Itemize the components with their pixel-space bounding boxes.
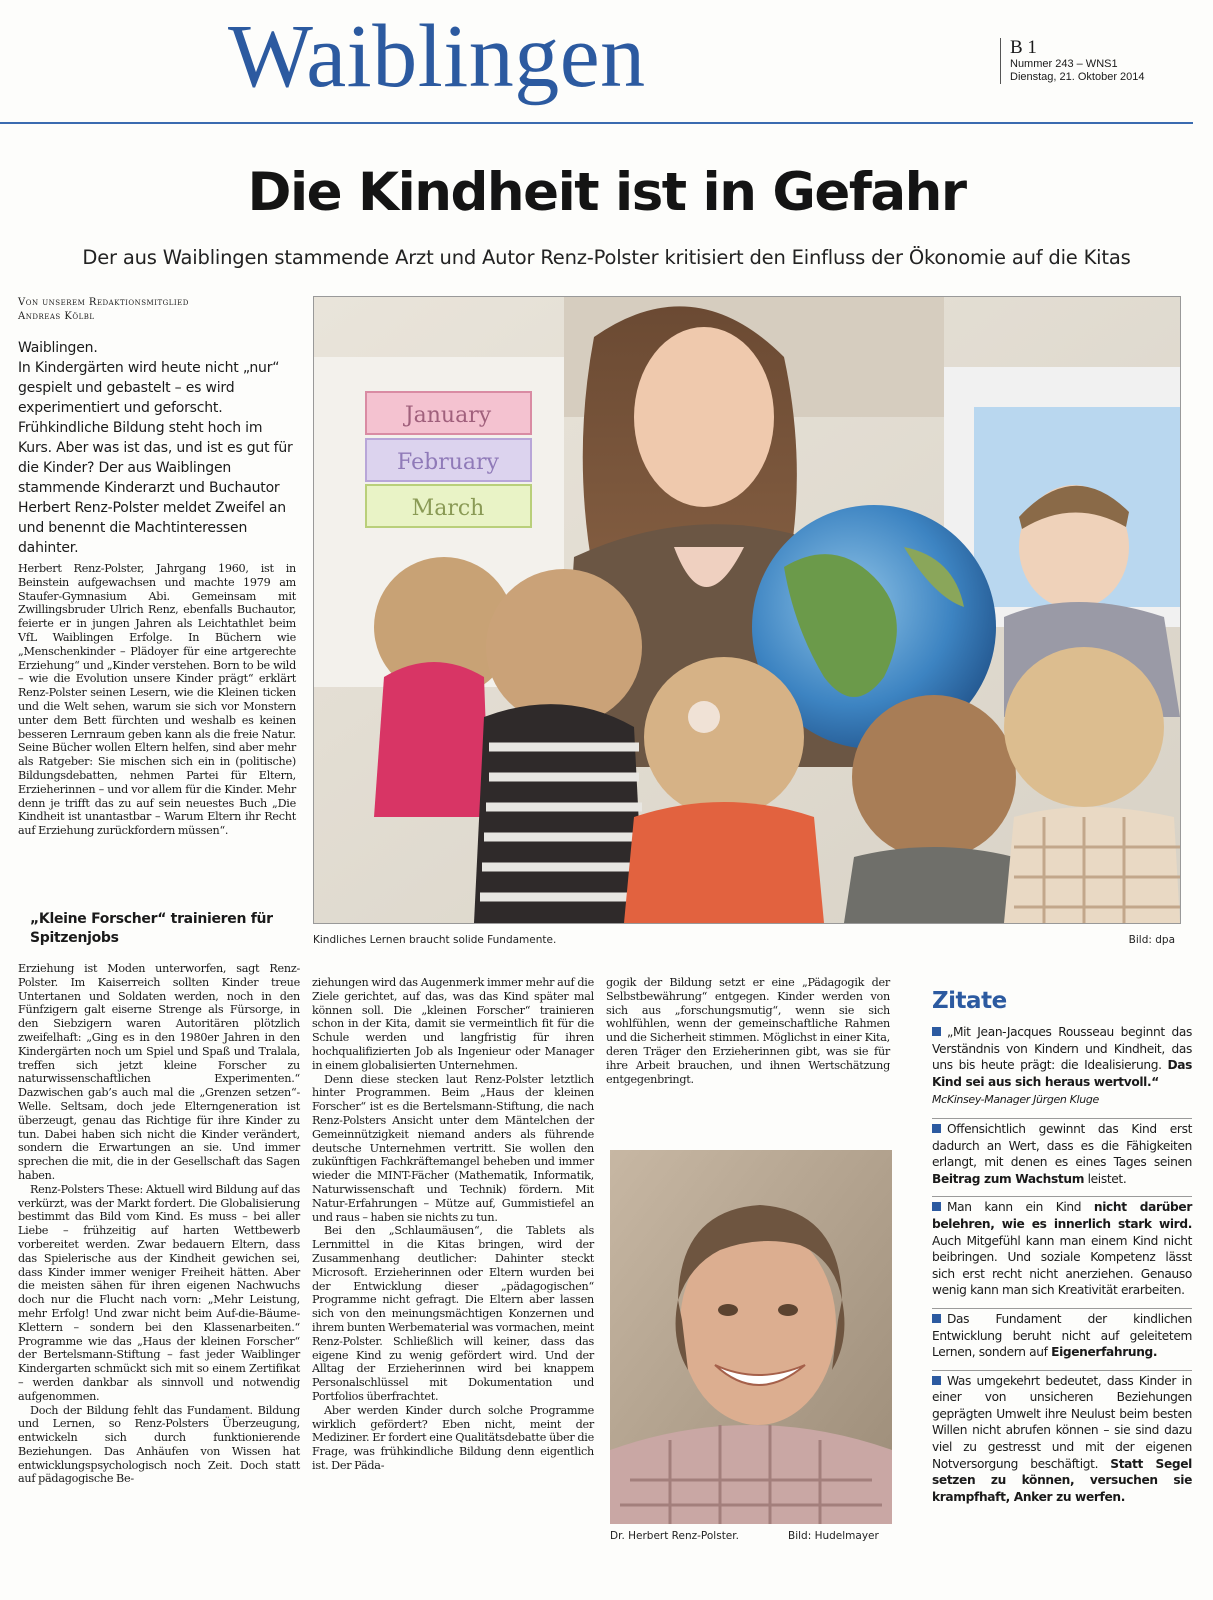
quotes-list <box>932 1022 1192 1514</box>
article-column-1 <box>18 962 300 1486</box>
main-photo <box>313 296 1181 924</box>
portrait-photo <box>610 1150 892 1524</box>
paragraph: Denn diese stecken laut Renz-Polster letztlich hinter Programmen. Beim „Haus der kleinen Forscher“ ist es die Bertelsmann-Stiftung, die nach Renz-Polsters Ansicht unter dem Mäntelchen der Gemeinnützigkeit niemand anders als führende deutsche Unternehmen vertritt. Sie wollen den zukünftigen Fachkräftemangel beheben und immer wieder die MINT-Fächer (Mathematik, Informatik, Naturwissenschaft und Technik) fördern. Mit Natur-Erfahrungen – Mütze auf, Gummistiefel an und raus – haben sie nichts zu tun. <box>312 1072 594 1224</box>
quote-text-after: Auch Mitgefühl kann man einem Kind nicht beibringen. Und soziale Kompetenz lässt sich erst recht nicht anerziehen. Genauso wenig kann man sich Kreativität erarbeiten. <box>932 1233 1192 1298</box>
quote-text-after: leistet. <box>1087 1171 1127 1186</box>
quotes-title: Zitate <box>932 988 1007 1014</box>
quote-text: „Mit Jean-Jacques Rousseau beginnt das Verständnis von Kindern und Kindheit, das uns bis heute prägt: die Idealisierung. <box>932 1025 1192 1073</box>
quote-emphasis: Das Kind sei aus sich heraus wertvoll.“ <box>932 1058 1192 1089</box>
paragraph: ziehungen wird das Augenmerk immer mehr auf die Ziele gerichtet, auf das, was das Kind später mal können soll. Die „kleinen Forscher“ trainieren schon in der Kita, damit sie vermeintlich fit für die Schule werden und langfristig für ihren hochqualifizierten Job als Ingenieur oder Manager in einem globalisierten Unternehmen. <box>312 976 594 1072</box>
article-headline: Die Kindheit ist in Gefahr <box>247 162 966 223</box>
quote-item <box>932 1022 1192 1109</box>
paragraph: Renz-Polsters These: Aktuell wird Bildung auf das verkürzt, was der Markt fordert. Die Globalisierung bestimmt das Bild vom Kind. Es muss – bei aller Liebe – frühzeitig auf harten Wettbewerb vorbereitet werden. Zwar bedauern Eltern, dass das Spielerische aus der Kindheit gewichen sei, dass Kinder immer weniger Freiheit hätten. Aber die meisten sähen für ihren eigenen Nachwuchs doch nur die Flucht nach vorn: „Mehr Leistung, mehr Erfolg! Und zwar nicht beim Auf-die-Bäume-Klettern – sondern bei den Klassenarbeiten.“ Programme wie das „Haus der kleinen Forscher“ der Bertelsmann-Stiftung – fast jeder Waiblinger Kindergarten schmückt sich mit so einem Zertifikat – werden dankbar als sinnvoll und notwendig aufgenommen. <box>18 1182 300 1403</box>
quote-text: Man kann ein Kind <box>947 1200 1082 1215</box>
quote-item <box>932 1308 1192 1361</box>
quote-item <box>932 1196 1192 1299</box>
portrait-caption: Dr. Herbert Renz-Polster. <box>610 1530 739 1542</box>
article-subhead: Der aus Waiblingen stammende Arzt und Autor Renz-Polster kritisiert den Einfluss der Ökonomie auf die Kitas <box>82 246 1131 269</box>
bullet-square-icon <box>932 1314 941 1323</box>
portrait-illustration <box>610 1150 892 1524</box>
newspaper-masthead: Waiblingen <box>228 7 646 106</box>
classroom-photo-illustration <box>314 297 1180 923</box>
issue-date: Dienstag, 21. Oktober 2014 <box>1010 71 1145 83</box>
page-info <box>1000 38 1145 84</box>
paragraph: Aber werden Kinder durch solche Programme wirklich gefördert? Eben nicht, meint der Mediziner. Er fordert eine Qualitätsdebatte über die Frage, was frühkindliche Bildung denn eigentlich ist. Der Päda- <box>312 1403 594 1472</box>
intro-text: Herbert Renz-Polster, Jahrgang 1960, ist in Beinstein aufgewachsen und machte 1979 am Staufer-Gymnasium Abi. Gemeinsam mit Zwillingsbruder Ulrich Renz, ebenfalls Buchautor, feierte er in jungen Jahren als Leichtathlet beim VfL Waiblingen Erfolge. In Büchern wie „Menschenkinder – Plädoyer für eine artgerechte Erziehung“ und „Kinder verstehen. Born to be wild – wie die Evolution unsere Kinder prägt“ erklärt Renz-Polster seinen Lesern, wie die Kleinen ticken und die Welt sehen, warum sie sich vor Monstern unter dem Bett fürchten und weshalb es keinen besseren Lernraum geben kann als die freie Natur. Seine Bücher wollen Eltern helfen, sind aber mehr als Ratgeber: Sie mischen sich ein in (politische) Bildungsdebatten, nehmen Partei für Eltern, Erzieherinnen – und vor allem für die Kinder. Mehr denn je trifft das zu auf sein neuestes Buch „Die Kindheit ist unantastbar – Warum Eltern ihr Recht auf Erziehung zurückfordern müssen“. <box>18 562 296 838</box>
paragraph: Erziehung ist Moden unterworfen, sagt Renz-Polster. Im Kaiserreich sollten Kinder treue Untertanen und Soldaten werden, noch in den Fünfzigern galt eiserne Strenge als Fürsorge, in den Siebzigern waren Autoritären plötzlich zweifelhaft: „Ging es in den 1980er Jahren in den Kindergärten noch um Spiel und Spaß und Tralala, treffen sich jetzt kleine Forscher zu naturwissenschaftlichen Experimenten.“ Dazwischen gab’s auch mal die „Grenzen setzen“-Welle. Seltsam, doch jede Elterngeneration ist überzeugt, genau das Richtige für ihre Kinder zu tun. Dabei haben sich nicht die Kinder verändert, sondern die Erwartungen an sie. Und immer sprechen die mit, die in der Gesellschaft das Sagen haben. <box>18 962 300 1182</box>
quote-text: Was umgekehrt bedeutet, dass Kinder in einer von unsicheren Beziehungen geprägten Umwelt ihre Neulust beim besten Willen nicht abrufen können – sie sind dazu viel zu gestresst und mit der eigenen Notversorgung beschäftigt. <box>932 1373 1192 1471</box>
page-number: B 1 <box>1010 37 1037 58</box>
photo-credit: Bild: dpa <box>1128 934 1175 946</box>
byline-author: Andreas Kölbl <box>18 311 95 322</box>
quote-author: McKinsey-Manager Jürgen Kluge <box>932 1093 1099 1107</box>
bullet-square-icon <box>932 1124 941 1133</box>
quote-item <box>932 1118 1192 1187</box>
portrait-credit: Bild: Hudelmayer <box>788 1530 879 1542</box>
intro-paragraph <box>18 562 296 838</box>
quote-emphasis: Statt Segel setzen zu können, versuchen sie krampfhaft, Anker zu werfen. <box>932 1456 1192 1504</box>
quote-emphasis: nicht darüber belehren, wie es innerlich stark wird. <box>932 1200 1192 1231</box>
card-february: February <box>397 450 499 475</box>
dateline: Waiblingen. <box>18 340 98 356</box>
bullet-square-icon <box>932 1202 941 1211</box>
quote-emphasis: Eigenerfahrung. <box>1051 1345 1158 1360</box>
photo-caption: Kindliches Lernen braucht solide Fundamente. <box>313 934 557 946</box>
paragraph: Bei den „Schlaumäusen“, die Tablets als Lernmittel in die Kitas bringen, wird der Zusammenhang deutlicher: Dahinter steckt Microsoft. Erzieherinnen oder Eltern wurden bei der Entwicklung dieser „pädagogischen“ Programme nicht gefragt. Die Eltern aber lassen sich von den meinungsmächtigen Konzernen und ihrem bunten Werbematerial was vormachen, meint Renz-Polster. Schließlich will keiner, dass das eigene Kind zu wenig gefördert wird. Und der Alltag der Erzieherinnen wird bei knappem Personalschlüssel mit Dokumentation und Portfolios überfrachtet. <box>312 1224 594 1403</box>
masthead-rule <box>0 122 1193 124</box>
article-column-3 <box>606 976 890 1086</box>
lead-text: In Kindergärten wird heute nicht „nur“ gespielt und gebastelt – es wird experimentiert und geforscht. Frühkindliche Bildung steht hoch im Kurs. Aber was ist das, und ist es gut für die Kinder? Der aus Waiblingen stammende Kinderarzt und Buchautor Herbert Renz-Polster meldet Zweifel an und benennt die Machtinteressen dahinter. <box>18 360 293 556</box>
quote-emphasis: Beitrag zum Wachstum <box>932 1171 1085 1186</box>
section-subheadline: „Kleine Forscher“ trainieren für Spitzenjobs <box>30 911 273 946</box>
bullet-square-icon <box>932 1027 941 1036</box>
byline <box>18 296 189 324</box>
paragraph: Doch der Bildung fehlt das Fundament. Bildung und Lernen, so Renz-Polsters Überzeugung, entwickeln sich durch funktionierende Beziehungen. Das Anhäufen von Wissen hat entwicklungspsychologisch noch Zeit. Doch statt auf pädagogische Be- <box>18 1403 300 1486</box>
card-march: March <box>411 496 485 521</box>
quote-text: Das Fundament der kindlichen Entwicklung beruht nicht auf geleitetem Lernen, sondern auf <box>932 1311 1192 1360</box>
article-lead <box>18 338 298 558</box>
paragraph: gogik der Bildung setzt er eine „Pädagogik der Selbstbewährung“ entgegen. Kinder werden von sich aus „forschungsmutig“, wenn sie sich wohlfühlen, wenn der gemeinschaftliche Rahmen und die Sicherheit stimmen. Möglichst in einer Kita, deren Träger den Erzieherinnen gibt, was sie für ihre Arbeit brauchen, und ihnen Wertschätzung entgegenbringt. <box>606 976 890 1086</box>
article-column-2 <box>312 976 594 1473</box>
quote-text: Offensichtlich gewinnt das Kind erst dadurch an Wert, dass es die Fähigkeiten erlangt, mit denen es eines Tages seinen <box>932 1121 1192 1170</box>
quote-item <box>932 1370 1192 1506</box>
card-january: January <box>404 403 492 428</box>
bullet-square-icon <box>932 1376 941 1385</box>
issue-number: Nummer 243 – WNS1 <box>1010 58 1118 70</box>
byline-role: Von unserem Redaktionsmitglied <box>18 297 189 308</box>
